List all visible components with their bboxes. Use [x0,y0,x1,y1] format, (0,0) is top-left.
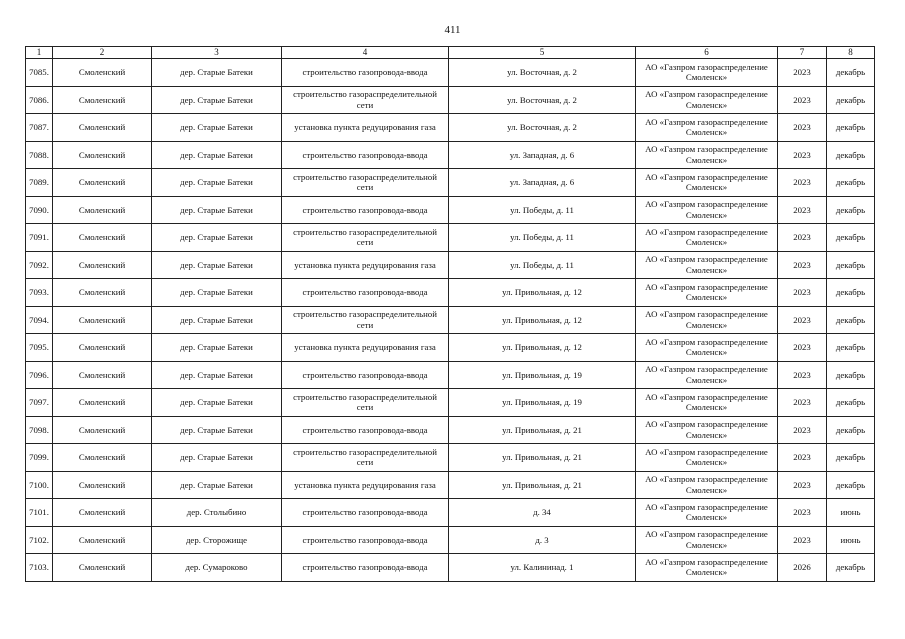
organization-cell: АО «Газпром газораспределение Смоленск» [636,59,778,87]
table-row [26,114,875,142]
district-cell: Смоленский [53,59,152,87]
column-header: 6 [636,47,778,59]
address-cell: ул. Победы, д. 11 [449,251,636,279]
table-row [26,361,875,389]
table-row [26,306,875,334]
column-header: 4 [282,47,449,59]
settlement-cell: дер. Старые Батеки [152,169,282,197]
month-cell: декабрь [827,196,875,224]
address-cell: ул. Западная, д. 6 [449,141,636,169]
table-row [26,526,875,554]
table-row [26,141,875,169]
table-row [26,334,875,362]
month-cell: июнь [827,499,875,527]
row-number-cell: 7093. [26,279,53,307]
row-number-cell: 7103. [26,554,53,582]
settlement-cell: дер. Старые Батеки [152,471,282,499]
address-cell: ул. Привольная, д. 12 [449,279,636,307]
year-cell: 2023 [778,251,827,279]
address-cell: ул. Привольная, д. 21 [449,471,636,499]
year-cell: 2023 [778,471,827,499]
organization-cell: АО «Газпром газораспределение Смоленск» [636,389,778,417]
table-row [26,224,875,252]
work-type-cell: строительство газопровода-ввода [282,59,449,87]
organization-cell: АО «Газпром газораспределение Смоленск» [636,279,778,307]
address-cell: ул. Калининад. 1 [449,554,636,582]
district-cell: Смоленский [53,444,152,472]
address-cell: ул. Привольная, д. 12 [449,306,636,334]
district-cell: Смоленский [53,306,152,334]
month-cell: декабрь [827,141,875,169]
month-cell: декабрь [827,306,875,334]
table-row [26,554,875,582]
year-cell: 2023 [778,141,827,169]
table-row [26,86,875,114]
year-cell: 2023 [778,224,827,252]
work-type-cell: строительство газопровода-ввода [282,554,449,582]
registry-table [25,46,875,582]
header-row [26,47,875,59]
table-row [26,59,875,87]
work-type-cell: строительство газопровода-ввода [282,526,449,554]
organization-cell: АО «Газпром газораспределение Смоленск» [636,416,778,444]
year-cell: 2023 [778,499,827,527]
district-cell: Смоленский [53,416,152,444]
work-type-cell: установка пункта редуцирования газа [282,334,449,362]
district-cell: Смоленский [53,361,152,389]
settlement-cell: дер. Старые Батеки [152,306,282,334]
row-number-cell: 7085. [26,59,53,87]
table-body [26,59,875,582]
address-cell: ул. Победы, д. 11 [449,196,636,224]
row-number-cell: 7097. [26,389,53,417]
address-cell: д. 3 [449,526,636,554]
work-type-cell: строительство газопровода-ввода [282,416,449,444]
column-header: 2 [53,47,152,59]
district-cell: Смоленский [53,389,152,417]
organization-cell: АО «Газпром газораспределение Смоленск» [636,361,778,389]
year-cell: 2023 [778,169,827,197]
month-cell: декабрь [827,59,875,87]
address-cell: ул. Привольная, д. 21 [449,444,636,472]
work-type-cell: установка пункта редуцирования газа [282,251,449,279]
row-number-cell: 7095. [26,334,53,362]
column-header: 7 [778,47,827,59]
row-number-cell: 7096. [26,361,53,389]
organization-cell: АО «Газпром газораспределение Смоленск» [636,499,778,527]
organization-cell: АО «Газпром газораспределение Смоленск» [636,334,778,362]
month-cell: июнь [827,526,875,554]
year-cell: 2023 [778,306,827,334]
organization-cell: АО «Газпром газораспределение Смоленск» [636,224,778,252]
column-header: 8 [827,47,875,59]
district-cell: Смоленский [53,526,152,554]
address-cell: ул. Привольная, д. 12 [449,334,636,362]
row-number-cell: 7094. [26,306,53,334]
organization-cell: АО «Газпром газораспределение Смоленск» [636,114,778,142]
district-cell: Смоленский [53,224,152,252]
address-cell: ул. Привольная, д. 21 [449,416,636,444]
organization-cell: АО «Газпром газораспределение Смоленск» [636,86,778,114]
organization-cell: АО «Газпром газораспределение Смоленск» [636,251,778,279]
work-type-cell: строительство газопровода-ввода [282,361,449,389]
district-cell: Смоленский [53,251,152,279]
address-cell: д. 34 [449,499,636,527]
row-number-cell: 7091. [26,224,53,252]
work-type-cell: строительство газораспределительной сети [282,224,449,252]
month-cell: декабрь [827,361,875,389]
district-cell: Смоленский [53,196,152,224]
year-cell: 2023 [778,334,827,362]
district-cell: Смоленский [53,554,152,582]
district-cell: Смоленский [53,141,152,169]
table-row [26,279,875,307]
settlement-cell: дер. Старые Батеки [152,224,282,252]
address-cell: ул. Победы, д. 11 [449,224,636,252]
month-cell: декабрь [827,251,875,279]
table-row [26,169,875,197]
work-type-cell: установка пункта редуцирования газа [282,114,449,142]
settlement-cell: дер. Сумароково [152,554,282,582]
table-row [26,444,875,472]
organization-cell: АО «Газпром газораспределение Смоленск» [636,554,778,582]
row-number-cell: 7099. [26,444,53,472]
year-cell: 2023 [778,196,827,224]
organization-cell: АО «Газпром газораспределение Смоленск» [636,444,778,472]
page-number: 411 [444,24,461,36]
row-number-cell: 7088. [26,141,53,169]
work-type-cell: строительство газопровода-ввода [282,196,449,224]
address-cell: ул. Восточная, д. 2 [449,114,636,142]
district-cell: Смоленский [53,471,152,499]
year-cell: 2023 [778,389,827,417]
row-number-cell: 7098. [26,416,53,444]
table-row [26,416,875,444]
column-header: 1 [26,47,53,59]
settlement-cell: дер. Старые Батеки [152,141,282,169]
row-number-cell: 7101. [26,499,53,527]
row-number-cell: 7089. [26,169,53,197]
row-number-cell: 7092. [26,251,53,279]
settlement-cell: дер. Сторожище [152,526,282,554]
month-cell: декабрь [827,86,875,114]
column-header: 3 [152,47,282,59]
row-number-cell: 7087. [26,114,53,142]
settlement-cell: дер. Старые Батеки [152,389,282,417]
row-number-cell: 7102. [26,526,53,554]
settlement-cell: дер. Старые Батеки [152,361,282,389]
table-row [26,251,875,279]
year-cell: 2023 [778,416,827,444]
month-cell: декабрь [827,416,875,444]
month-cell: декабрь [827,279,875,307]
settlement-cell: дер. Старые Батеки [152,86,282,114]
month-cell: декабрь [827,224,875,252]
month-cell: декабрь [827,444,875,472]
settlement-cell: дер. Старые Батеки [152,196,282,224]
district-cell: Смоленский [53,86,152,114]
work-type-cell: строительство газораспределительной сети [282,86,449,114]
district-cell: Смоленский [53,279,152,307]
table-row [26,196,875,224]
year-cell: 2023 [778,279,827,307]
work-type-cell: строительство газораспределительной сети [282,389,449,417]
settlement-cell: дер. Старые Батеки [152,279,282,307]
settlement-cell: дер. Столыбино [152,499,282,527]
month-cell: декабрь [827,169,875,197]
year-cell: 2026 [778,554,827,582]
month-cell: декабрь [827,471,875,499]
year-cell: 2023 [778,444,827,472]
table-row [26,389,875,417]
settlement-cell: дер. Старые Батеки [152,444,282,472]
work-type-cell: строительство газопровода-ввода [282,141,449,169]
settlement-cell: дер. Старые Батеки [152,59,282,87]
year-cell: 2023 [778,526,827,554]
work-type-cell: строительство газораспределительной сети [282,169,449,197]
organization-cell: АО «Газпром газораспределение Смоленск» [636,169,778,197]
year-cell: 2023 [778,114,827,142]
address-cell: ул. Восточная, д. 2 [449,86,636,114]
row-number-cell: 7086. [26,86,53,114]
organization-cell: АО «Газпром газораспределение Смоленск» [636,306,778,334]
address-cell: ул. Восточная, д. 2 [449,59,636,87]
address-cell: ул. Привольная, д. 19 [449,361,636,389]
district-cell: Смоленский [53,499,152,527]
settlement-cell: дер. Старые Батеки [152,114,282,142]
organization-cell: АО «Газпром газораспределение Смоленск» [636,471,778,499]
year-cell: 2023 [778,86,827,114]
organization-cell: АО «Газпром газораспределение Смоленск» [636,196,778,224]
work-type-cell: строительство газораспределительной сети [282,444,449,472]
month-cell: декабрь [827,114,875,142]
work-type-cell: строительство газораспределительной сети [282,306,449,334]
district-cell: Смоленский [53,114,152,142]
work-type-cell: строительство газопровода-ввода [282,499,449,527]
address-cell: ул. Привольная, д. 19 [449,389,636,417]
table-row [26,499,875,527]
year-cell: 2023 [778,59,827,87]
month-cell: декабрь [827,554,875,582]
month-cell: декабрь [827,334,875,362]
table-row [26,471,875,499]
work-type-cell: установка пункта редуцирования газа [282,471,449,499]
settlement-cell: дер. Старые Батеки [152,334,282,362]
district-cell: Смоленский [53,334,152,362]
month-cell: декабрь [827,389,875,417]
work-type-cell: строительство газопровода-ввода [282,279,449,307]
district-cell: Смоленский [53,169,152,197]
settlement-cell: дер. Старые Батеки [152,251,282,279]
settlement-cell: дер. Старые Батеки [152,416,282,444]
year-cell: 2023 [778,361,827,389]
address-cell: ул. Западная, д. 6 [449,169,636,197]
row-number-cell: 7090. [26,196,53,224]
row-number-cell: 7100. [26,471,53,499]
organization-cell: АО «Газпром газораспределение Смоленск» [636,141,778,169]
organization-cell: АО «Газпром газораспределение Смоленск» [636,526,778,554]
column-header: 5 [449,47,636,59]
